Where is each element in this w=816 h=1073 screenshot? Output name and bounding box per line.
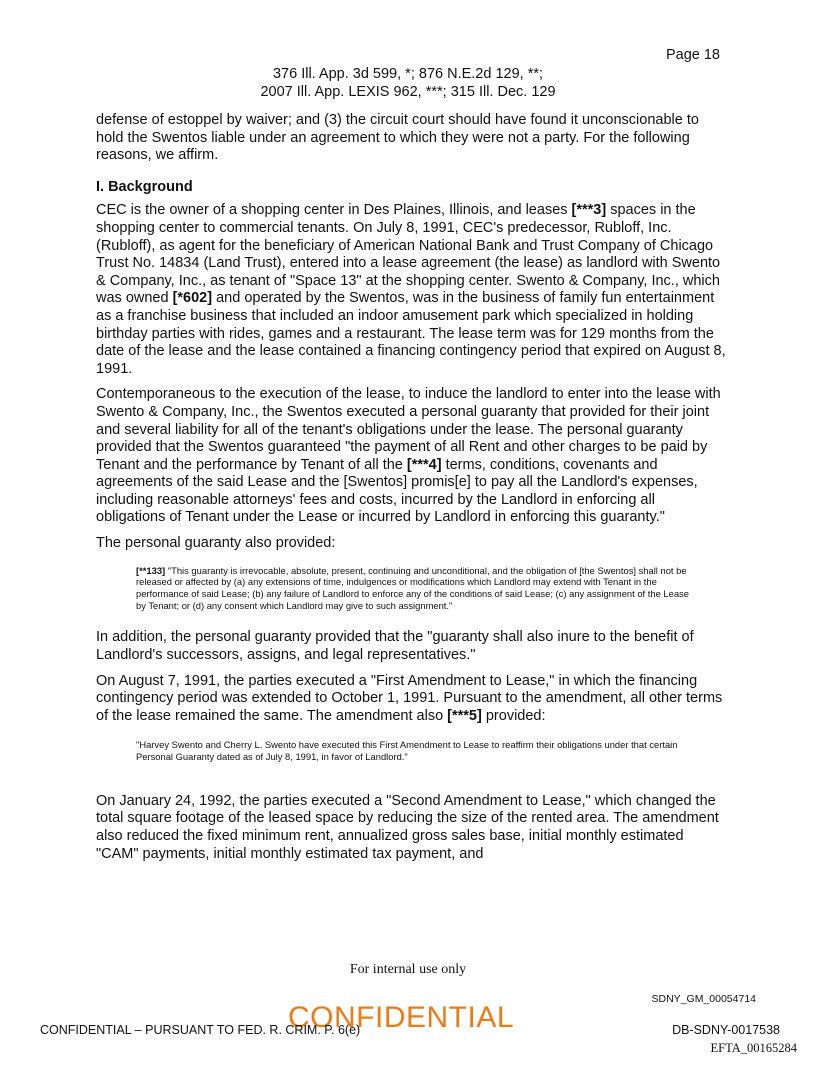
block-quote-amendment: "Harvey Swento and Cherry L. Swento have executed this First Amendment to Lease to reaffirm their obligations under that certain Personal Guaranty dated as of July 8, 1991, in favor of Landlord." <box>136 739 678 763</box>
case-citation <box>0 65 816 101</box>
block-quote-guaranty: [**133] "This guaranty is irrevocable, absolute, present, continuing and unconditional, and the obligation of [the Swentos] shall not be released or affected by (a) any extensions of time, indulgences or modifications which Landlord may extend with Tenant in the performance of said Lease; (b) any failure of Landlord to enforce any of the conditions of said Lease; (c) any assignment of the Lease by Tenant; or (d) any consent which Landlord may give to such assignment." <box>136 564 689 611</box>
internal-use-notice: For internal use only <box>349 962 467 977</box>
paragraph-7: On January 24, 1992, the parties executed a "Second Amendment to Lease," which changed the total square footage of the leased space by reducing the size of the rented area. The amendment also reduced the fixed minimum rent, annualized gross sales base, initial monthly estimated "CAM" payments, initial monthly estimated tax payment, and <box>96 792 719 862</box>
paragraph-3: Contemporaneous to the execution of the lease, to induce the landlord to enter into the lease with Swento & Company, Inc., the Swentos executed a personal guaranty that provided for their joint and several liability for all of the tenant's obligations under the lease. The personal guaranty provided that the Swentos guaranteed "the payment of all Rent and other charges to be paid by Tenant and the performance by Tenant of all the [***4] terms, conditions, covenants and agreements of the said Lease and the [Swentos] promis[e] to pay all the Landlord's expenses, including reasonable attorneys' fees and costs, incurred by the Landlord in enforcing all obligations of Tenant under the Lease or incurred by Landlord in enforcing this guaranty." <box>96 386 721 526</box>
paragraph-5: In addition, the personal guaranty provided that the "guaranty shall also inure to the benefit of Landlord's successors, assigns, and legal representatives." <box>96 629 694 664</box>
page-ref-marker: [*602] <box>172 290 213 307</box>
section-heading: I. Background <box>96 178 193 195</box>
paragraph-1: defense of estoppel by waiver; and (3) the circuit court should have found it unconscionable to hold the Swentos liable under an agreement to which they were not a party. For the following reasons, we affirm. <box>96 112 699 164</box>
citation-line-1: 376 Ill. App. 3d 599, *; 876 N.E.2d 129, **; <box>272 66 544 82</box>
page-ref-marker: [***4] <box>406 456 442 473</box>
efta-number: EFTA_00165284 <box>710 1041 797 1055</box>
page-number: Page 18 <box>665 47 720 63</box>
confidential-stamp: CONFIDENTIAL <box>288 1001 515 1034</box>
bates-number-db-sdny: DB-SDNY-0017538 <box>672 1023 780 1037</box>
opinion-body <box>96 112 726 871</box>
bates-number-sdny-gm: SDNY_GM_00054714 <box>651 993 756 1005</box>
paragraph-6: On August 7, 1991, the parties executed a "First Amendment to Lease," in which the financing contingency period was extended to October 1, 1991. Pursuant to the amendment, all other terms of the lease remained the same. The amendment also [***5] provided: <box>96 672 723 724</box>
citation-line-2: 2007 Ill. App. LEXIS 962, ***; 315 Ill. Dec. 129 <box>260 84 556 100</box>
confidential-notice: CONFIDENTIAL – PURSUANT TO FED. R. CRIM. P. 6(e) <box>40 1023 361 1037</box>
page-ref-marker: [***3] <box>571 202 607 219</box>
page-ref-marker: [***5] <box>447 707 482 724</box>
paragraph-2: CEC is the owner of a shopping center in Des Plaines, Illinois, and leases [***3] spaces in the shopping center to commercial tenants. On July 8, 1991, CEC's predecessor, Rubloff, Inc. (Rubloff), as agent for the beneficiary of American National Bank and Trust Company of Chicago Trust No. 14834 (Land Trust), entered into a lease agreement (the lease) as landlord with Swento & Company, Inc., as tenant of "Space 13" at the shopping center. Swento & Company, Inc., which was owned [*602] and operated by the Swentos, was in the business of family fun entertainment as a franchise business that included an indoor amusement park which specialized in holding birthday parties with rides, games and a restaurant. The lease term was for 129 months from the date of the lease and the lease contained a financing contingency period that expired on August 8, 1991. <box>96 202 726 377</box>
paragraph-4: The personal guaranty also provided: <box>96 535 336 552</box>
page-ref-marker: [**133] <box>136 564 166 576</box>
